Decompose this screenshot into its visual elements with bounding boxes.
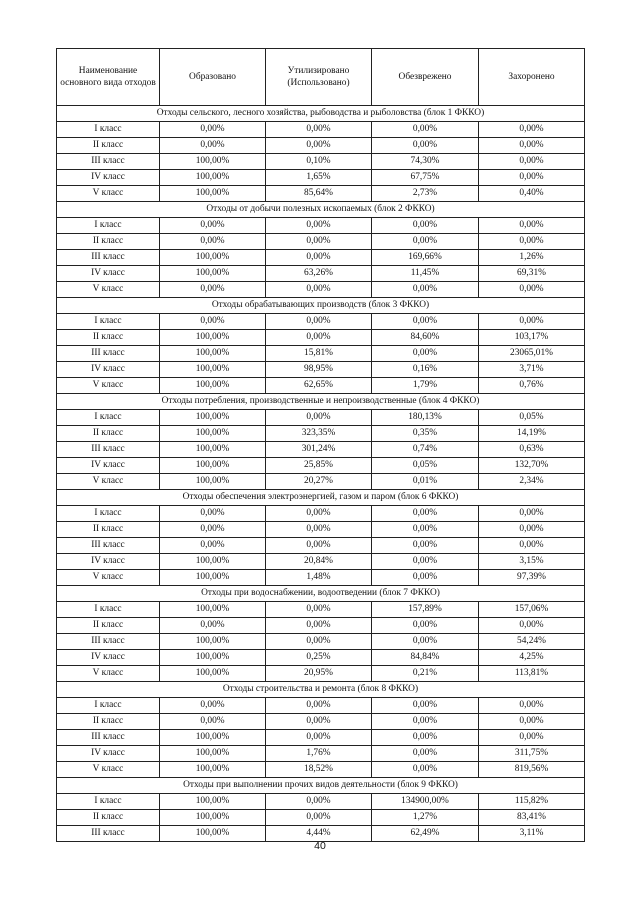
class-cell: II класс <box>57 426 160 442</box>
table-row <box>57 602 585 618</box>
buried-cell: 0,00% <box>479 698 585 714</box>
table-row <box>57 714 585 730</box>
neutralized-cell: 0,00% <box>372 314 479 330</box>
class-cell: I класс <box>57 794 160 810</box>
table-row <box>57 122 585 138</box>
neutralized-cell: 0,00% <box>372 698 479 714</box>
buried-cell: 69,31% <box>479 266 585 282</box>
utilized-cell: 0,00% <box>266 506 372 522</box>
buried-cell: 83,41% <box>479 810 585 826</box>
buried-cell: 0,00% <box>479 170 585 186</box>
class-cell: I класс <box>57 218 160 234</box>
table-row <box>57 362 585 378</box>
table-row <box>57 426 585 442</box>
class-cell: V класс <box>57 474 160 490</box>
table-row <box>57 618 585 634</box>
neutralized-cell: 0,00% <box>372 522 479 538</box>
generated-cell: 0,00% <box>160 282 266 298</box>
utilized-cell: 0,00% <box>266 250 372 266</box>
section-header-row <box>57 394 585 410</box>
neutralized-cell: 0,16% <box>372 362 479 378</box>
table-row <box>57 666 585 682</box>
neutralized-cell: 0,00% <box>372 762 479 778</box>
buried-cell: 97,39% <box>479 570 585 586</box>
generated-cell: 100,00% <box>160 602 266 618</box>
generated-cell: 0,00% <box>160 522 266 538</box>
class-cell: III класс <box>57 250 160 266</box>
buried-cell: 113,81% <box>479 666 585 682</box>
table-row <box>57 378 585 394</box>
class-cell: IV класс <box>57 746 160 762</box>
class-cell: II класс <box>57 330 160 346</box>
class-cell: II класс <box>57 618 160 634</box>
utilized-cell: 85,64% <box>266 186 372 202</box>
neutralized-cell: 157,89% <box>372 602 479 618</box>
buried-cell: 1,26% <box>479 250 585 266</box>
generated-cell: 100,00% <box>160 810 266 826</box>
utilized-cell: 0,00% <box>266 714 372 730</box>
buried-cell: 0,76% <box>479 378 585 394</box>
generated-cell: 0,00% <box>160 714 266 730</box>
buried-cell: 311,75% <box>479 746 585 762</box>
generated-cell: 100,00% <box>160 250 266 266</box>
utilized-cell: 0,00% <box>266 698 372 714</box>
generated-cell: 100,00% <box>160 762 266 778</box>
neutralized-cell: 84,60% <box>372 330 479 346</box>
neutralized-cell: 0,05% <box>372 458 479 474</box>
class-cell: I класс <box>57 602 160 618</box>
header-waste-type: Наименование основного вида отходов <box>57 49 160 106</box>
class-cell: V класс <box>57 282 160 298</box>
buried-cell: 0,00% <box>479 730 585 746</box>
table-header <box>57 49 585 106</box>
header-row <box>57 49 585 106</box>
neutralized-cell: 0,74% <box>372 442 479 458</box>
neutralized-cell: 67,75% <box>372 170 479 186</box>
section-title: Отходы от добычи полезных ископаемых (блок 2 ФККО) <box>57 202 585 218</box>
utilized-cell: 0,25% <box>266 650 372 666</box>
section-header-row <box>57 106 585 122</box>
section-title: Отходы при водоснабжении, водоотведении (блок 7 ФККО) <box>57 586 585 602</box>
utilized-cell: 20,27% <box>266 474 372 490</box>
utilized-cell: 1,48% <box>266 570 372 586</box>
class-cell: IV класс <box>57 266 160 282</box>
section-header-row <box>57 202 585 218</box>
class-cell: II класс <box>57 234 160 250</box>
generated-cell: 100,00% <box>160 170 266 186</box>
neutralized-cell: 0,00% <box>372 746 479 762</box>
utilized-cell: 18,52% <box>266 762 372 778</box>
buried-cell: 103,17% <box>479 330 585 346</box>
table-row <box>57 218 585 234</box>
class-cell: III класс <box>57 442 160 458</box>
buried-cell: 0,00% <box>479 714 585 730</box>
header-neutralized: Обезврежено <box>372 49 479 106</box>
utilized-cell: 0,00% <box>266 602 372 618</box>
generated-cell: 100,00% <box>160 746 266 762</box>
utilized-cell: 20,84% <box>266 554 372 570</box>
class-cell: III класс <box>57 346 160 362</box>
class-cell: I класс <box>57 698 160 714</box>
utilized-cell: 1,76% <box>266 746 372 762</box>
buried-cell: 0,00% <box>479 506 585 522</box>
generated-cell: 100,00% <box>160 826 266 842</box>
table-row <box>57 458 585 474</box>
neutralized-cell: 0,00% <box>372 570 479 586</box>
generated-cell: 100,00% <box>160 362 266 378</box>
class-cell: V класс <box>57 378 160 394</box>
header-buried: Захоронено <box>479 49 585 106</box>
neutralized-cell: 0,00% <box>372 538 479 554</box>
utilized-cell: 4,44% <box>266 826 372 842</box>
generated-cell: 100,00% <box>160 554 266 570</box>
generated-cell: 100,00% <box>160 426 266 442</box>
buried-cell: 0,00% <box>479 314 585 330</box>
neutralized-cell: 0,00% <box>372 730 479 746</box>
class-cell: II класс <box>57 138 160 154</box>
table-row <box>57 650 585 666</box>
table-row <box>57 266 585 282</box>
table-row <box>57 570 585 586</box>
generated-cell: 100,00% <box>160 378 266 394</box>
neutralized-cell: 0,01% <box>372 474 479 490</box>
neutralized-cell: 84,84% <box>372 650 479 666</box>
generated-cell: 0,00% <box>160 138 266 154</box>
table-row <box>57 170 585 186</box>
table-row <box>57 138 585 154</box>
utilized-cell: 63,26% <box>266 266 372 282</box>
neutralized-cell: 0,00% <box>372 282 479 298</box>
buried-cell: 0,00% <box>479 618 585 634</box>
class-cell: I класс <box>57 314 160 330</box>
section-title: Отходы при выполнении прочих видов деятельности (блок 9 ФККО) <box>57 778 585 794</box>
neutralized-cell: 1,79% <box>372 378 479 394</box>
generated-cell: 100,00% <box>160 650 266 666</box>
generated-cell: 0,00% <box>160 314 266 330</box>
buried-cell: 0,00% <box>479 234 585 250</box>
utilized-cell: 0,00% <box>266 282 372 298</box>
class-cell: IV класс <box>57 554 160 570</box>
class-cell: IV класс <box>57 362 160 378</box>
table-row <box>57 698 585 714</box>
neutralized-cell: 1,27% <box>372 810 479 826</box>
table-row <box>57 186 585 202</box>
buried-cell: 3,11% <box>479 826 585 842</box>
generated-cell: 0,00% <box>160 218 266 234</box>
table-row <box>57 346 585 362</box>
utilized-cell: 0,00% <box>266 122 372 138</box>
class-cell: II класс <box>57 810 160 826</box>
buried-cell: 14,19% <box>479 426 585 442</box>
generated-cell: 100,00% <box>160 730 266 746</box>
table-row <box>57 282 585 298</box>
buried-cell: 0,00% <box>479 282 585 298</box>
utilized-cell: 0,00% <box>266 538 372 554</box>
neutralized-cell: 180,13% <box>372 410 479 426</box>
neutralized-cell: 0,00% <box>372 218 479 234</box>
neutralized-cell: 11,45% <box>372 266 479 282</box>
class-cell: III класс <box>57 154 160 170</box>
section-header-row <box>57 682 585 698</box>
table-row <box>57 554 585 570</box>
table-row <box>57 730 585 746</box>
buried-cell: 819,56% <box>479 762 585 778</box>
table-row <box>57 538 585 554</box>
generated-cell: 0,00% <box>160 234 266 250</box>
class-cell: I класс <box>57 410 160 426</box>
utilized-cell: 0,10% <box>266 154 372 170</box>
table-row <box>57 506 585 522</box>
utilized-cell: 0,00% <box>266 218 372 234</box>
utilized-cell: 301,24% <box>266 442 372 458</box>
utilized-cell: 0,00% <box>266 810 372 826</box>
generated-cell: 0,00% <box>160 122 266 138</box>
section-header-row <box>57 298 585 314</box>
generated-cell: 100,00% <box>160 666 266 682</box>
waste-statistics-table <box>56 48 585 842</box>
utilized-cell: 1,65% <box>266 170 372 186</box>
buried-cell: 0,00% <box>479 538 585 554</box>
table-row <box>57 810 585 826</box>
buried-cell: 0,00% <box>479 522 585 538</box>
neutralized-cell: 0,00% <box>372 234 479 250</box>
generated-cell: 100,00% <box>160 410 266 426</box>
class-cell: V класс <box>57 186 160 202</box>
neutralized-cell: 134900,00% <box>372 794 479 810</box>
class-cell: V класс <box>57 762 160 778</box>
neutralized-cell: 0,00% <box>372 714 479 730</box>
buried-cell: 0,00% <box>479 218 585 234</box>
table-row <box>57 314 585 330</box>
table-row <box>57 330 585 346</box>
utilized-cell: 0,00% <box>266 730 372 746</box>
utilized-cell: 25,85% <box>266 458 372 474</box>
section-title: Отходы потребления, производственные и непроизводственные (блок 4 ФККО) <box>57 394 585 410</box>
generated-cell: 100,00% <box>160 474 266 490</box>
utilized-cell: 0,00% <box>266 330 372 346</box>
buried-cell: 0,00% <box>479 138 585 154</box>
section-title: Отходы обеспечения электроэнергией, газом и паром (блок 6 ФККО) <box>57 490 585 506</box>
buried-cell: 23065,01% <box>479 346 585 362</box>
class-cell: III класс <box>57 634 160 650</box>
neutralized-cell: 2,73% <box>372 186 479 202</box>
buried-cell: 0,00% <box>479 122 585 138</box>
class-cell: IV класс <box>57 170 160 186</box>
section-header-row <box>57 490 585 506</box>
buried-cell: 2,34% <box>479 474 585 490</box>
utilized-cell: 0,00% <box>266 314 372 330</box>
neutralized-cell: 0,00% <box>372 506 479 522</box>
utilized-cell: 0,00% <box>266 234 372 250</box>
table-row <box>57 746 585 762</box>
neutralized-cell: 0,00% <box>372 554 479 570</box>
neutralized-cell: 0,35% <box>372 426 479 442</box>
buried-cell: 0,63% <box>479 442 585 458</box>
utilized-cell: 323,35% <box>266 426 372 442</box>
header-utilized: Утилизировано (Использовано) <box>266 49 372 106</box>
generated-cell: 100,00% <box>160 458 266 474</box>
utilized-cell: 0,00% <box>266 634 372 650</box>
buried-cell: 3,71% <box>479 362 585 378</box>
table-row <box>57 634 585 650</box>
section-title: Отходы строительства и ремонта (блок 8 ФККО) <box>57 682 585 698</box>
table-row <box>57 154 585 170</box>
generated-cell: 100,00% <box>160 634 266 650</box>
utilized-cell: 98,95% <box>266 362 372 378</box>
buried-cell: 157,06% <box>479 602 585 618</box>
generated-cell: 100,00% <box>160 186 266 202</box>
utilized-cell: 15,81% <box>266 346 372 362</box>
class-cell: III класс <box>57 538 160 554</box>
class-cell: III класс <box>57 826 160 842</box>
generated-cell: 100,00% <box>160 442 266 458</box>
table-row <box>57 474 585 490</box>
class-cell: IV класс <box>57 458 160 474</box>
utilized-cell: 0,00% <box>266 522 372 538</box>
buried-cell: 4,25% <box>479 650 585 666</box>
generated-cell: 0,00% <box>160 506 266 522</box>
section-header-row <box>57 778 585 794</box>
table-row <box>57 762 585 778</box>
neutralized-cell: 0,21% <box>372 666 479 682</box>
header-generated: Образовано <box>160 49 266 106</box>
table-row <box>57 250 585 266</box>
section-title: Отходы сельского, лесного хозяйства, рыбоводства и рыболовства (блок 1 ФККО) <box>57 106 585 122</box>
generated-cell: 0,00% <box>160 698 266 714</box>
utilized-cell: 62,65% <box>266 378 372 394</box>
neutralized-cell: 62,49% <box>372 826 479 842</box>
buried-cell: 0,00% <box>479 154 585 170</box>
class-cell: IV класс <box>57 650 160 666</box>
generated-cell: 100,00% <box>160 154 266 170</box>
neutralized-cell: 0,00% <box>372 634 479 650</box>
generated-cell: 100,00% <box>160 266 266 282</box>
class-cell: I класс <box>57 506 160 522</box>
buried-cell: 132,70% <box>479 458 585 474</box>
utilized-cell: 0,00% <box>266 138 372 154</box>
generated-cell: 0,00% <box>160 618 266 634</box>
page-number: 40 <box>314 840 326 852</box>
table-row <box>57 234 585 250</box>
generated-cell: 100,00% <box>160 330 266 346</box>
table-row <box>57 794 585 810</box>
section-header-row <box>57 586 585 602</box>
buried-cell: 3,15% <box>479 554 585 570</box>
class-cell: V класс <box>57 666 160 682</box>
class-cell: III класс <box>57 730 160 746</box>
buried-cell: 115,82% <box>479 794 585 810</box>
buried-cell: 54,24% <box>479 634 585 650</box>
buried-cell: 0,40% <box>479 186 585 202</box>
class-cell: II класс <box>57 714 160 730</box>
neutralized-cell: 0,00% <box>372 346 479 362</box>
neutralized-cell: 0,00% <box>372 618 479 634</box>
utilized-cell: 0,00% <box>266 618 372 634</box>
table-row <box>57 410 585 426</box>
class-cell: V класс <box>57 570 160 586</box>
generated-cell: 100,00% <box>160 570 266 586</box>
neutralized-cell: 74,30% <box>372 154 479 170</box>
neutralized-cell: 0,00% <box>372 122 479 138</box>
class-cell: II класс <box>57 522 160 538</box>
generated-cell: 100,00% <box>160 794 266 810</box>
buried-cell: 0,05% <box>479 410 585 426</box>
utilized-cell: 0,00% <box>266 794 372 810</box>
neutralized-cell: 169,66% <box>372 250 479 266</box>
table-row <box>57 522 585 538</box>
generated-cell: 100,00% <box>160 346 266 362</box>
table-body <box>57 106 585 842</box>
utilized-cell: 0,00% <box>266 410 372 426</box>
section-title: Отходы обрабатывающих производств (блок 3 ФККО) <box>57 298 585 314</box>
utilized-cell: 20,95% <box>266 666 372 682</box>
neutralized-cell: 0,00% <box>372 138 479 154</box>
table-row <box>57 442 585 458</box>
generated-cell: 0,00% <box>160 538 266 554</box>
class-cell: I класс <box>57 122 160 138</box>
